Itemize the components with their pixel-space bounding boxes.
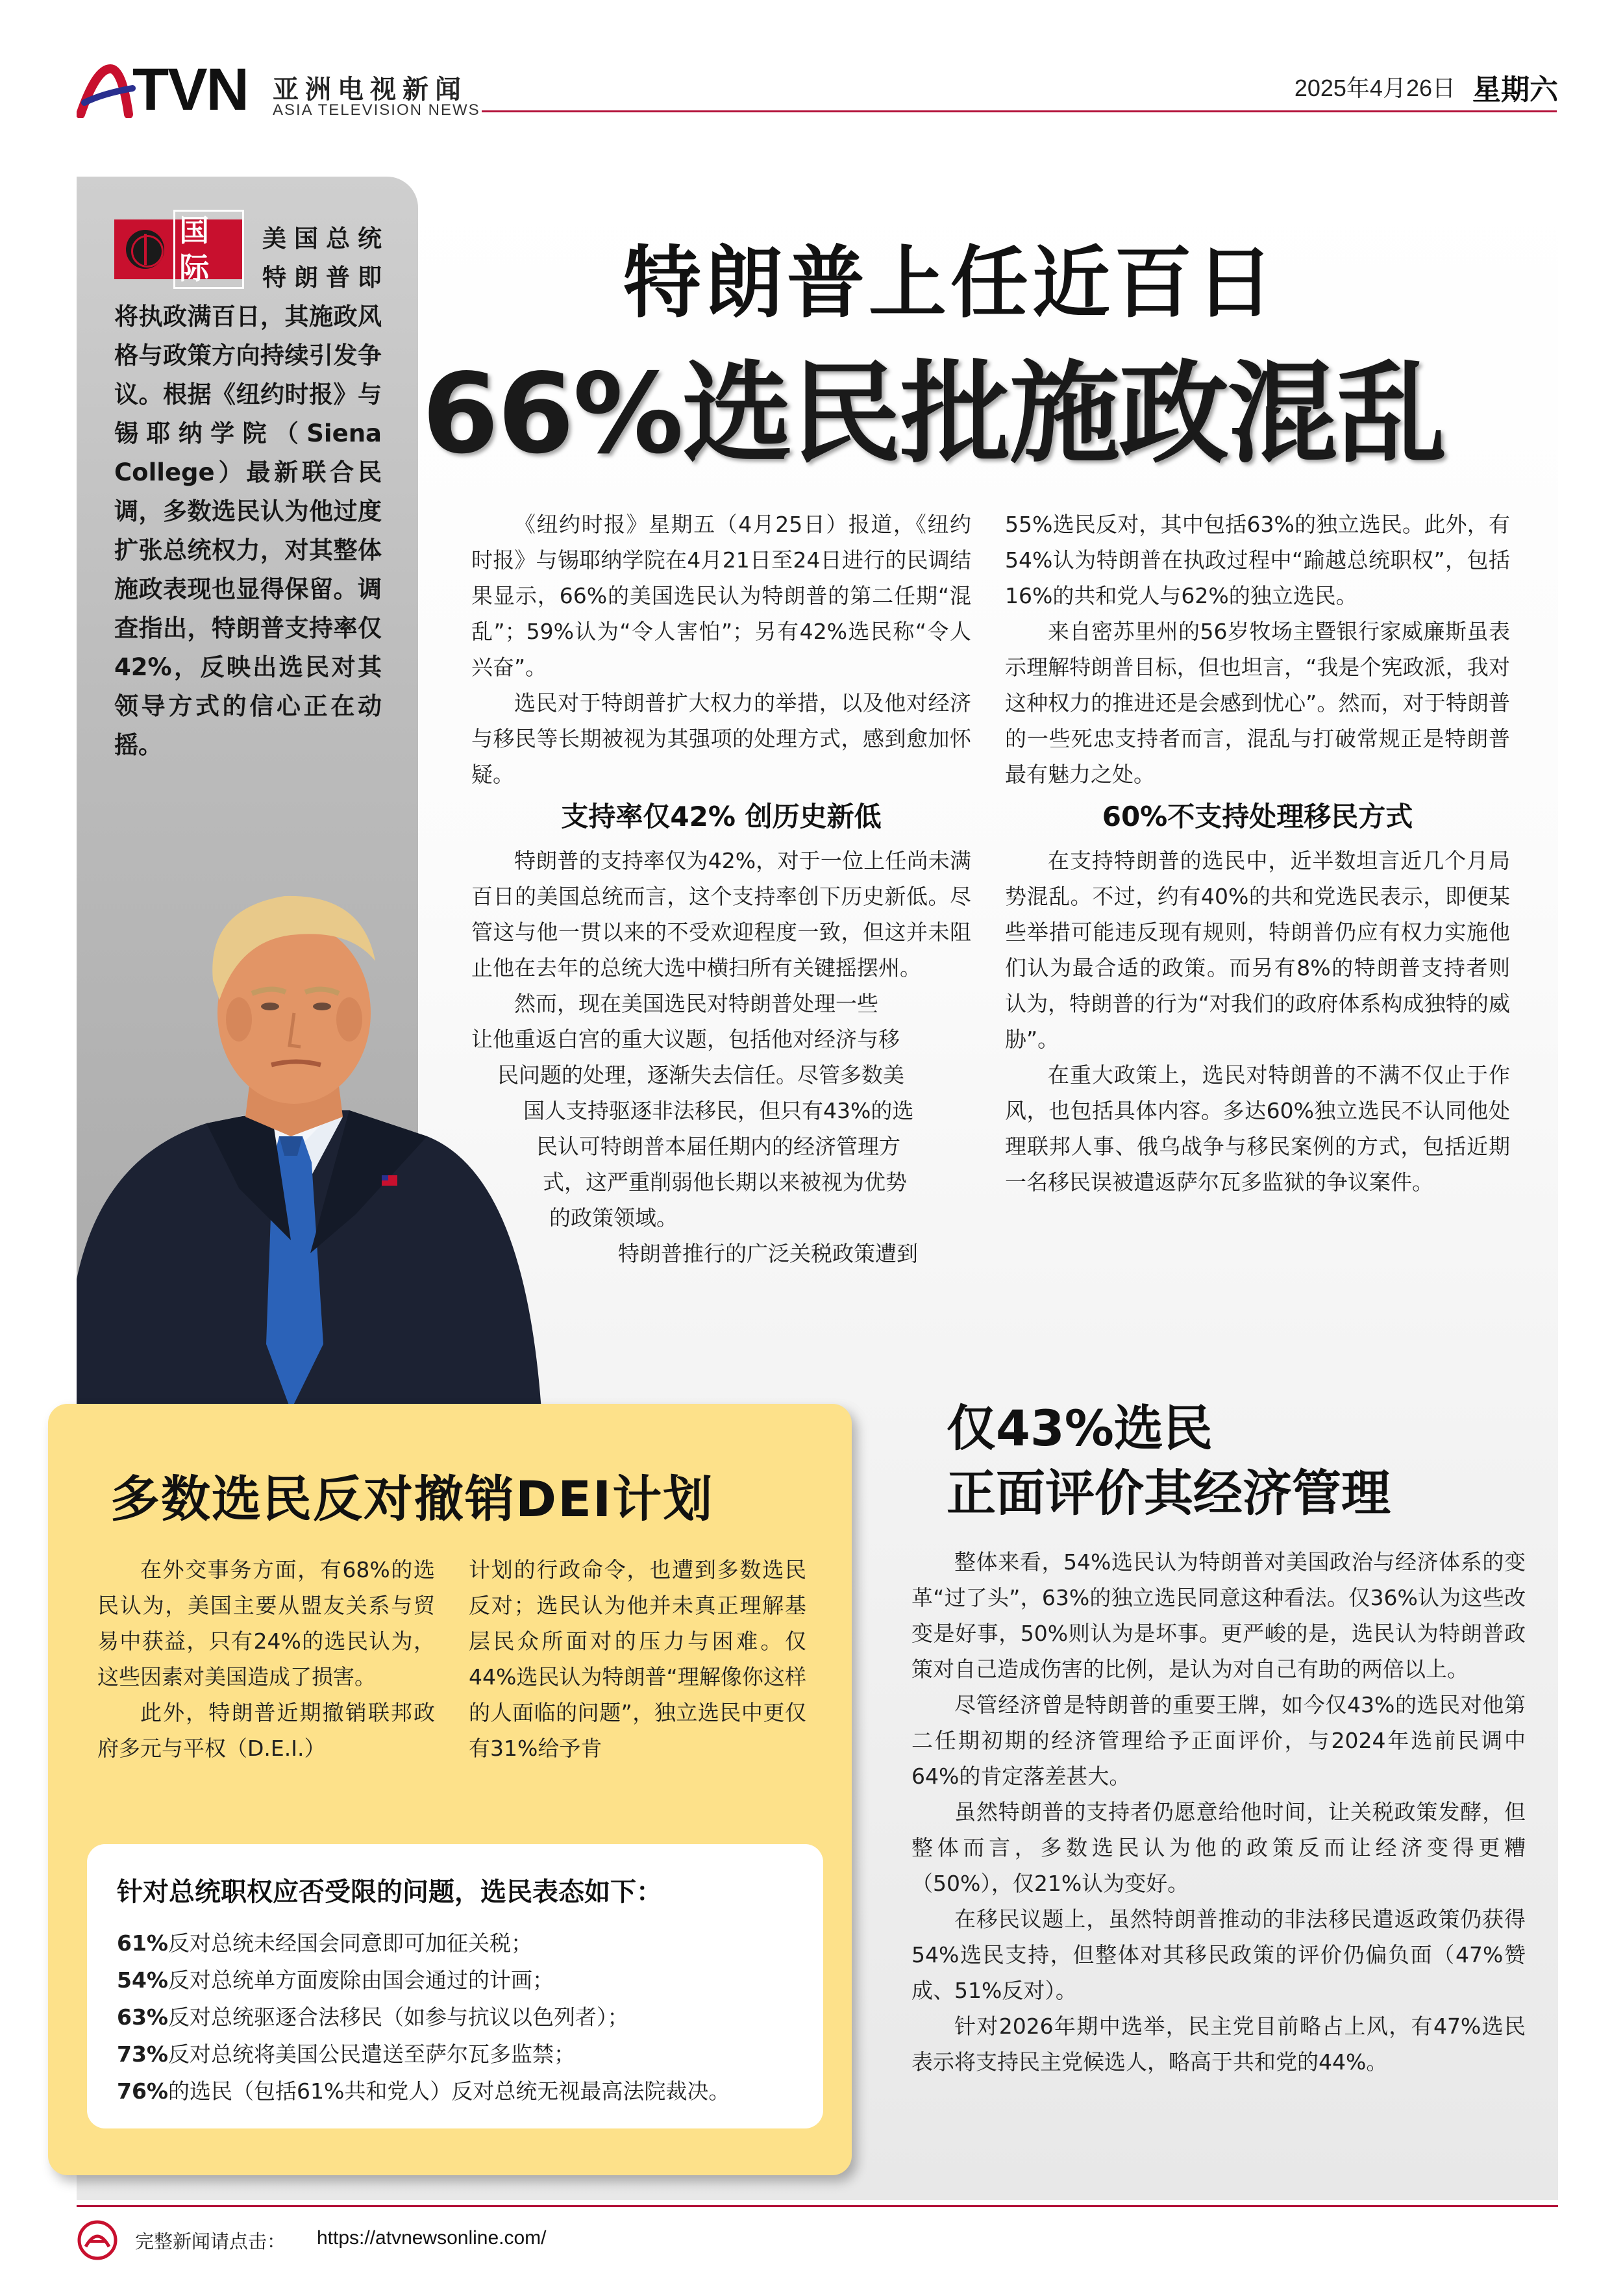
poll-text: 反对总统未经国会同意即可加征关税； [168, 1930, 532, 1956]
poll-item [117, 1962, 805, 1999]
wrap-line: 然而，现在美国选民对特朗普处理一些 [514, 991, 878, 1016]
wrap-line: 国人支持驱逐非法移民，但只有43%的选 [523, 1098, 914, 1123]
poll-item [117, 1999, 805, 2036]
economy-paragraph: 虽然特朗普的支持者仍愿意给他时间，让关税政策发酵，但整体而言，多数选民认为他的政策反而让经济变得更糟（50%），仅21%认为变好。 [911, 1799, 1526, 1896]
subhead-immigration: 60%不支持处理移民方式 [1102, 801, 1413, 832]
wrap-line: 的政策领域。 [549, 1205, 678, 1230]
article-paragraph: 在支持特朗普的选民中，近半数坦言近几个月局势混乱。不过，约有40%的共和党选民表示，即便某些举措可能违反现有规则，特朗普仍应有权力实施他们认为最合适的政策。而另有8%的特朗普支持者则认为，特朗普的行为“对我们的政府体系构成独特的威胁”。 [1005, 848, 1510, 1052]
wrap-line: 民认可特朗普本届任期内的经济管理方 [536, 1134, 900, 1159]
article-paragraph: 选民对于特朗普扩大权力的举措，以及他对经济与移民等长期被视为其强项的处理方式，感到愈加怀疑。 [471, 690, 971, 787]
poll-text: 反对总统驱逐合法移民（如参与抗议以色列者）； [168, 2004, 629, 2030]
poll-pct: 54% [117, 1967, 168, 1993]
poll-box-title: 针对总统职权应否受限的问题，选民表态如下： [117, 1877, 662, 1907]
dei-title: 多数选民反对撤销DEI计划 [110, 1470, 714, 1528]
dei-paragraph: 此外，特朗普近期撤销联邦政府多元与平权（D.E.I.） [97, 1700, 435, 1761]
article-paragraph: 特朗普的支持率仅为42%，对于一位上任尚未满百日的美国总统而言，这个支持率创下历史新低。尽管这与他一贯以来的不受欢迎程度一致，但这并未阻止他在去年的总统大选中横扫所有关键摇摆州。 [471, 848, 971, 980]
atvn-logo-icon [77, 62, 139, 118]
dei-paragraph: 在外交事务方面，有68%的选民认为，美国主要从盟友关系与贸易中获益，只有24%的选民认为，这些因素对美国造成了损害。 [97, 1557, 435, 1690]
badge-gap [114, 219, 262, 297]
poll-item [117, 1925, 805, 1962]
header-divider [482, 110, 1557, 112]
economy-paragraph: 在移民议题上，虽然特朗普推动的非法移民遣返政策仍获得54%选民支持，但整体对其移民政策的评价仍偏负面（47%赞成、51%反对）。 [911, 1906, 1526, 2003]
wrap-line: 让他重返白宫的重大议题，包括他对经济与移 [471, 1027, 900, 1052]
article-paragraph-wrap [471, 986, 971, 1271]
intro-lede [114, 219, 382, 765]
issue-date: 2025年4月26日 [1294, 75, 1456, 101]
economy-title [947, 1396, 1391, 1526]
dei-paragraph: 计划的行政命令，也遭到多数选民反对；选民认为他并未真正理解基层民众所面对的压力与困难。仅44%选民认为特朗普“理解像你这样的人面临的问题”，独立选民中更仅有31%给予肯 [469, 1557, 806, 1761]
logo-text: TVN [132, 56, 248, 123]
tvn-emblem-icon [77, 2219, 118, 2261]
headline-line1: 特朗普上任近百日 [623, 238, 1278, 329]
economy-paragraph: 整体来看，54%选民认为特朗普对美国政治与经济体系的变革“过了头”，63%的独立选民同意这种看法。仅36%认为这些改变是好事，50%则认为是坏事。更严峻的是，选民认为特朗普政策对自己造成伤害的比例，是认为对自己有助的两倍以上。 [911, 1549, 1526, 1682]
article-paragraph: 55%选民反对，其中包括63%的独立选民。此外，有54%认为特朗普在执政过程中“踰越总统职权”，包括16%的共和党人与62%的独立选民。 [1005, 512, 1510, 608]
poll-text: 反对总统将美国公民遣送至萨尔瓦多监禁； [168, 2041, 575, 2067]
poll-pct: 63% [117, 2004, 168, 2030]
dei-column-1 [97, 1552, 435, 1766]
atvn-logo [77, 56, 252, 123]
poll-item [117, 2073, 805, 2110]
economy-title-line1: 仅43%选民 [947, 1399, 1213, 1457]
article-paragraph: 在重大政策上，选民对特朗普的不满不仅止于作风，也包括具体内容。多达60%独立选民不认同他处理联邦人事、俄乌战争与移民案例的方式，包括近期一名移民误被遣返萨尔瓦多监狱的争议案件。 [1005, 1062, 1510, 1195]
dei-column-2 [469, 1552, 806, 1766]
footer-link[interactable]: https://atvnewsonline.com/ [317, 2227, 547, 2249]
wrap-line: 民问题的处理，逐渐失去信任。尽管多数美 [497, 1062, 904, 1088]
article-column-1 [471, 506, 971, 1271]
article-paragraph: 来自密苏里州的56岁牧场主暨银行家威廉斯虽表示理解特朗普目标，但也坦言，“我是个宪政派，我对这种权力的推进还是会感到忧心”。然而，对于特朗普的一些死忠支持者而言，混乱与打破常规正是特朗普最有魅力之处。 [1005, 619, 1510, 787]
brand-name-cn: 亚洲电视新闻 [273, 75, 467, 105]
intro-text: 美国总统特朗普即将执政满百日，其施政风格与政策方向持续引发争议。根据《纽约时报》与锡耶纳学院（Siena College）最新联合民调，多数选民认为他过度扩张总统权力，对其整体施政表现也显得保留。调查指出，特朗普支持率仅42%，反映出选民对其领导方式的信心正在动摇。 [114, 225, 382, 759]
issue-weekday: 星期六 [1472, 73, 1558, 106]
headline-line2: 66%选民批施政混乱 [422, 350, 1446, 479]
footer-label: 完整新闻请点击： [135, 2230, 286, 2252]
poll-list [117, 1925, 805, 2110]
poll-pct: 73% [117, 2041, 168, 2067]
article-column-2 [1005, 506, 1510, 1200]
poll-item [117, 2036, 805, 2073]
economy-paragraph: 针对2026年期中选举，民主党目前略占上风，有47%选民表示将支持民主党候选人，略高于共和党的44%。 [911, 2014, 1526, 2075]
article-paragraph: 《纽约时报》星期五（4月25日）报道，《纽约时报》与锡耶纳学院在4月21日至24日进行的民调结果显示，66%的美国选民认为特朗普的第二任期“混乱”；59%认为“令人害怕”；另有42%选民称“令人兴奋”。 [471, 512, 971, 680]
subhead-approval: 支持率仅42% 创历史新低 [561, 801, 882, 832]
poll-pct: 76% [117, 2078, 168, 2104]
poll-text: 的选民（包括61%共和党人）反对总统无视最高法院裁决。 [168, 2078, 730, 2104]
wrap-line: 式，这严重削弱他长期以来被视为优势 [543, 1169, 907, 1195]
economy-title-line2: 正面评价其经济管理 [947, 1464, 1391, 1522]
brand-name-en: ASIA TELEVISION NEWS [273, 101, 480, 119]
poll-text: 反对总统单方面废除由国会通过的计画； [168, 1967, 554, 1993]
economy-paragraph: 尽管经济曾是特朗普的重要王牌，如今仅43%的选民对他第二任期初期的经济管理给予正面评价，与2024年选前民调中64%的肯定落差甚大。 [911, 1692, 1526, 1789]
poll-pct: 61% [117, 1930, 168, 1956]
section-label: 国际 [173, 210, 244, 289]
economy-body [911, 1544, 1526, 2080]
wrap-line: 特朗普推行的广泛关税政策遭到 [618, 1241, 918, 1266]
footer-divider [77, 2205, 1558, 2207]
